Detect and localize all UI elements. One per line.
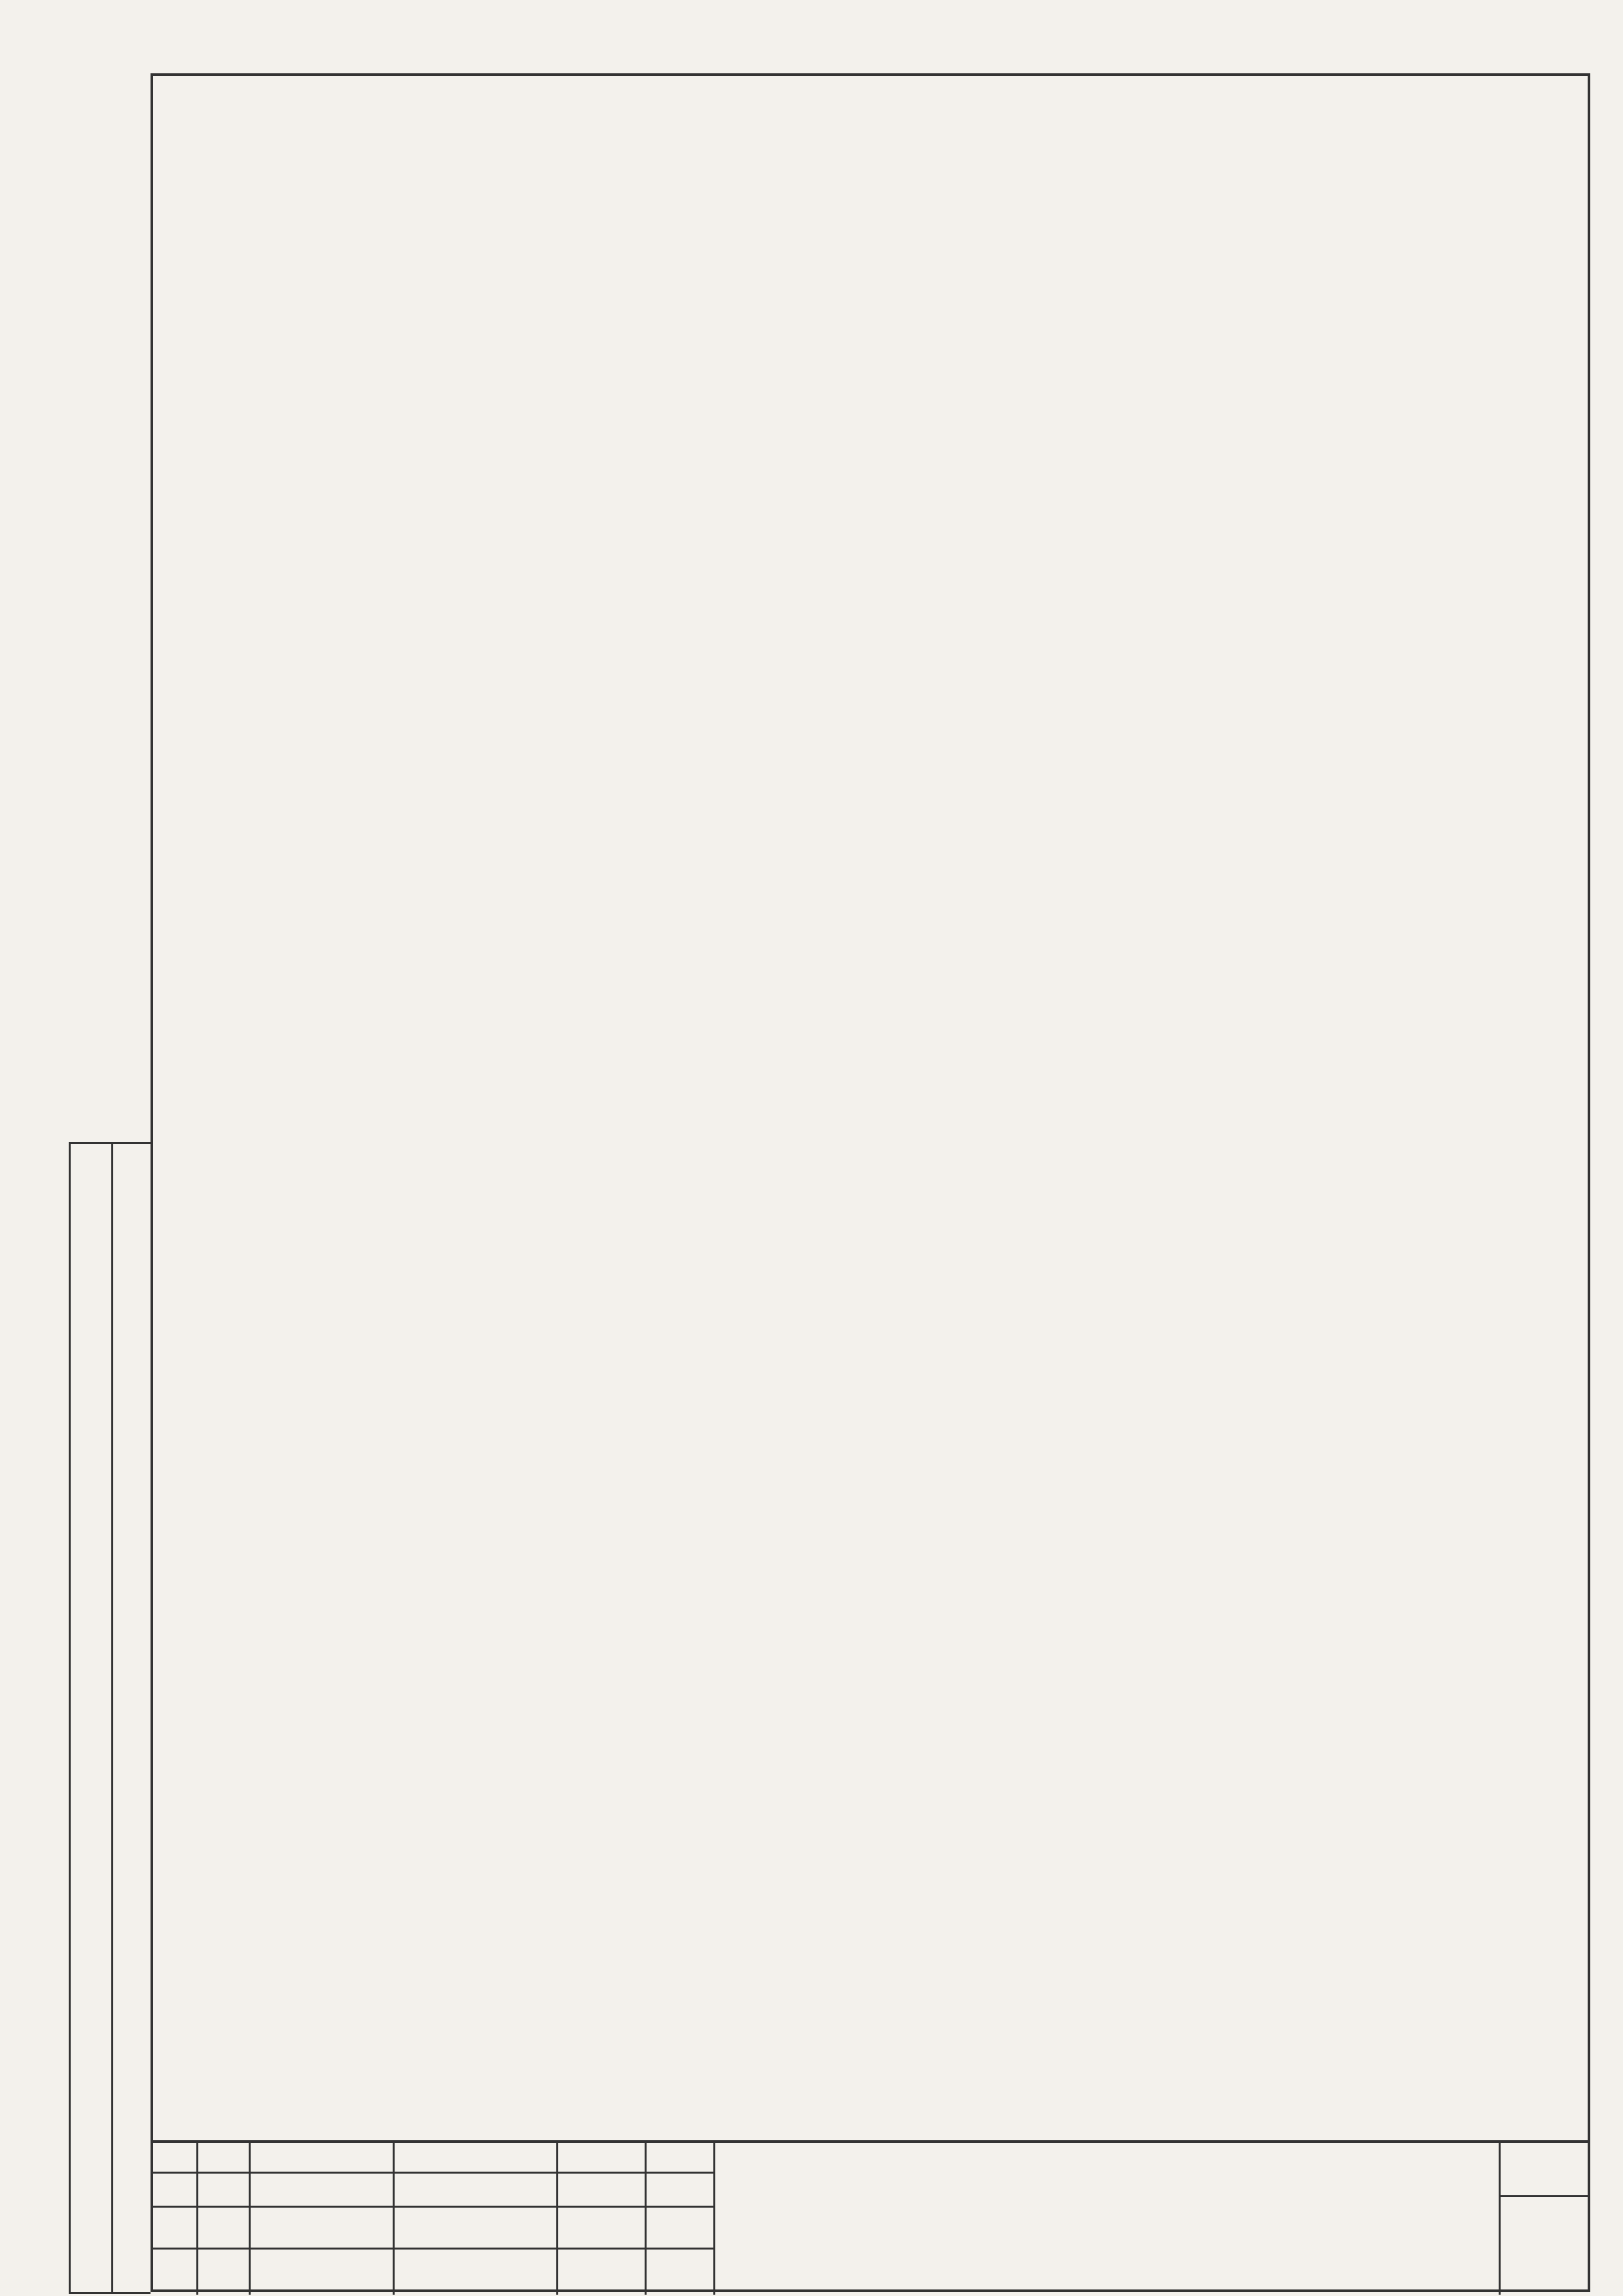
inventory-number <box>111 2145 152 2296</box>
stamp-row-line <box>1499 2195 1590 2197</box>
stamp-row-line <box>151 2206 713 2208</box>
stamp-col-line <box>196 2143 198 2295</box>
stamp-col-line <box>1499 2143 1501 2295</box>
stamp-col-line <box>713 2143 715 2295</box>
stamp-col-line <box>645 2143 647 2295</box>
stamp-col-line <box>556 2143 558 2295</box>
page-frame <box>151 73 1590 2292</box>
stamp-row-line <box>151 2172 713 2174</box>
side-table-divider <box>111 1144 113 2292</box>
stamp-col-line <box>249 2143 251 2295</box>
stamp-col-line <box>393 2143 395 2295</box>
stamp-row-line <box>151 2248 713 2250</box>
side-stamp-table <box>69 1142 151 2294</box>
title-block <box>151 2140 1590 2292</box>
